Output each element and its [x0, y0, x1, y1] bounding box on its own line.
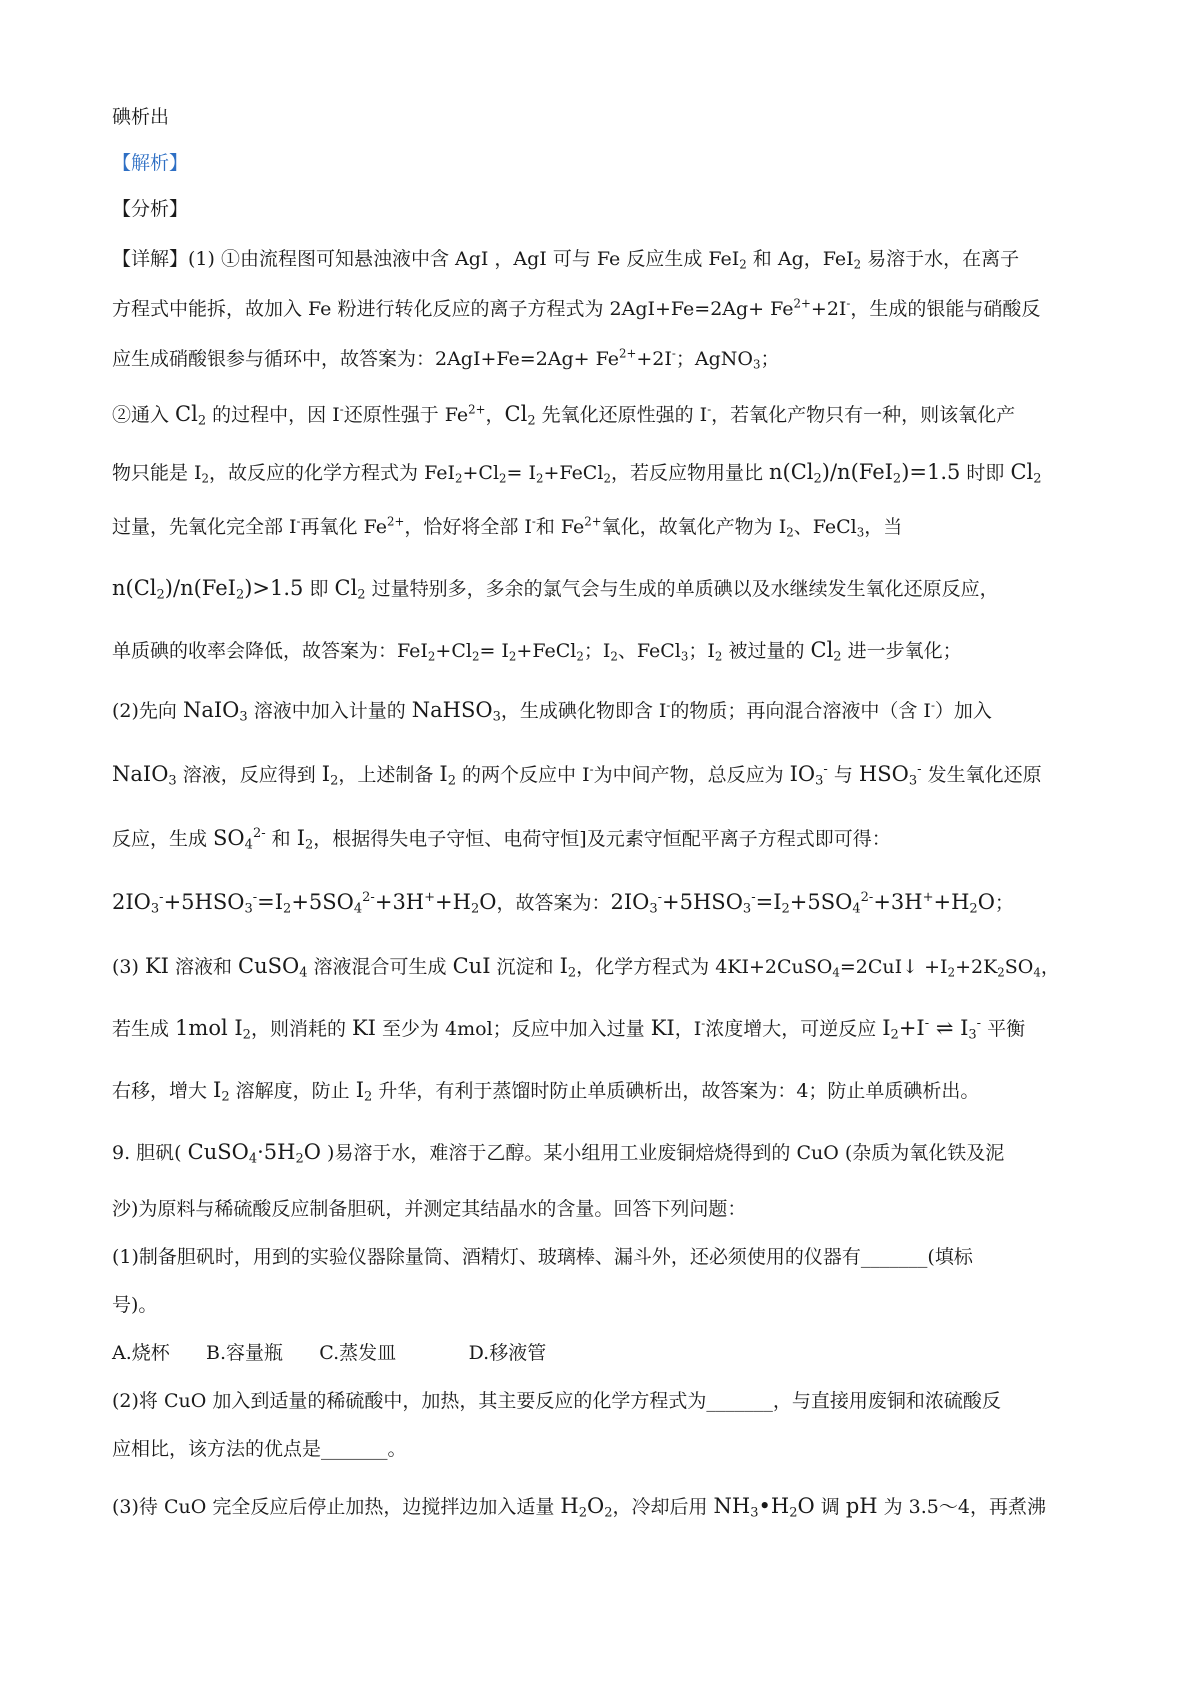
- text-line: NaIO$_3$ 溶液，反应得到 $I_2$，上述制备 $I_2$ 的两个反应中 I-为中间产物，总反应为 $IO_3^-$ 与 $HSO_3^-$ 发生氧化还原: [112, 761, 1042, 789]
- text-line: 沙)为原料与稀硫酸反应制备胆矾，并测定其结晶水的含量。回答下列问题：: [112, 1198, 747, 1220]
- text-line: A.烧杯 B.容量瓶 C.蒸发皿 D.移液管: [112, 1342, 547, 1364]
- text-line: 【分析】: [112, 198, 189, 220]
- text-line: 若生成 1mol $I_2$，则消耗的 KI 至少为 4mol；反应中加入过量 KI，I-浓度增大，可逆反应 $I_2+I^-$ ⇌ $I_3^-$ 平衡: [112, 1015, 1026, 1043]
- text-line: 过量，先氧化完全部 I-再氧化 $Fe^{2+}$，恰好将全部 I-和 $Fe^{2+}$氧化，故氧化产物为 $I_2$、FeCl$_3$，当: [112, 514, 903, 540]
- text-line: 右移，增大 $I_2$ 溶解度，防止 $I_2$ 升华，有利于蒸馏时防止单质碘析出，故答案为：4；防止单质碘析出。: [112, 1078, 980, 1105]
- text-line: 物只能是 $I_2$，故反应的化学方程式为 $FeI_2+Cl_2=$ $I_2+FeCl_2$，若反应物用量比 $n(Cl_2)/n(FeI_2)=1.5$ 时即 $Cl_2$: [112, 460, 1042, 487]
- text-line: (1)制备胆矾时，用到的实验仪器除量筒、酒精灯、玻璃棒、漏斗外，还必须使用的仪器有_______(填标: [112, 1246, 973, 1268]
- text-line: (2)先向 NaIO$_3$ 溶液中加入计量的 NaHSO$_3$，生成碘化物即含 I-的物质；再向混合溶液中（含 I-）加入: [112, 698, 992, 725]
- text-line: 应相比，该方法的优点是_______。: [112, 1438, 407, 1460]
- text-line: 反应，生成 $SO_4^{2-}$ 和 $I_2$，根据得失电子守恒、电荷守恒]及元素守恒配平离子方程式即可得：: [112, 825, 891, 853]
- text-line: 号)。: [112, 1294, 158, 1316]
- text-line: $2IO_3^-+5HSO_3^-=I_2+5SO_4^{2-}+3H^++H_2O$，故答案为：$2IO_3^-+5HSO_3^-=I_2+5SO_4^{2-}+3H^++H_2O$；: [112, 889, 1014, 917]
- text-line: (3)待 CuO 完全反应后停止加热，边搅拌边加入适量 $H_2O_2$，冷却后用 $NH_3•H_2O$ 调 pH 为 3.5～4，再煮沸: [112, 1494, 1046, 1521]
- text-line: 【解析】: [112, 152, 189, 174]
- text-line: 碘析出: [112, 106, 170, 128]
- text-line: 应生成硝酸银参与循环中，故答案为：$2AgI+Fe=2Ag+ Fe^{2+}+2I^-$；AgNO$_3$；: [112, 346, 780, 372]
- text-line: 9. 胆矾( $CuSO_4\cdot 5H_2O$ )易溶于水，难溶于乙醇。某小组用工业废铜焙烧得到的 CuO (杂质为氧化铁及泥: [112, 1140, 1005, 1167]
- text-line: 【详解】(1) ①由流程图可知悬浊液中含 AgI ，AgI 可与 Fe 反应生成 FeI$_2$ 和 Ag，FeI$_2$ 易溶于水，在离子: [112, 248, 1020, 272]
- text-line: ②通入 $Cl_2$ 的过程中，因 I-还原性强于 $Fe^{2+}$，$Cl_2$ 先氧化还原性强的 I-，若氧化产物只有一种，则该氧化产: [112, 402, 1016, 429]
- text-line: 方程式中能拆，故加入 Fe 粉进行转化反应的离子方程式为 $2AgI+Fe=2Ag+ Fe^{2+}+2I^-$，生成的银能与硝酸反: [112, 296, 1041, 320]
- text-line: (3) KI 溶液和 CuSO$_4$ 溶液混合可生成 CuI 沉淀和 $I_2$，化学方程式为 4KI+2CuSO$_4$=2CuI↓ $+I_2+2K_2SO_4$，: [112, 954, 1060, 981]
- text-line: $n(Cl_2)/n(FeI_2)>1.5$ 即 $Cl_2$ 过量特别多，多余的氯气会与生成的单质碘以及水继续发生氧化还原反应，: [112, 576, 999, 603]
- text-line: (2)将 CuO 加入到适量的稀硫酸中，加热，其主要反应的化学方程式为_______，与直接用废铜和浓硫酸反: [112, 1390, 1001, 1412]
- text-line: 单质碘的收率会降低，故答案为：$FeI_2+Cl_2=$ $I_2+FeCl_2$；$I_2$、FeCl$_3$；$I_2$ 被过量的 $Cl_2$ 进一步氧化；: [112, 638, 962, 665]
